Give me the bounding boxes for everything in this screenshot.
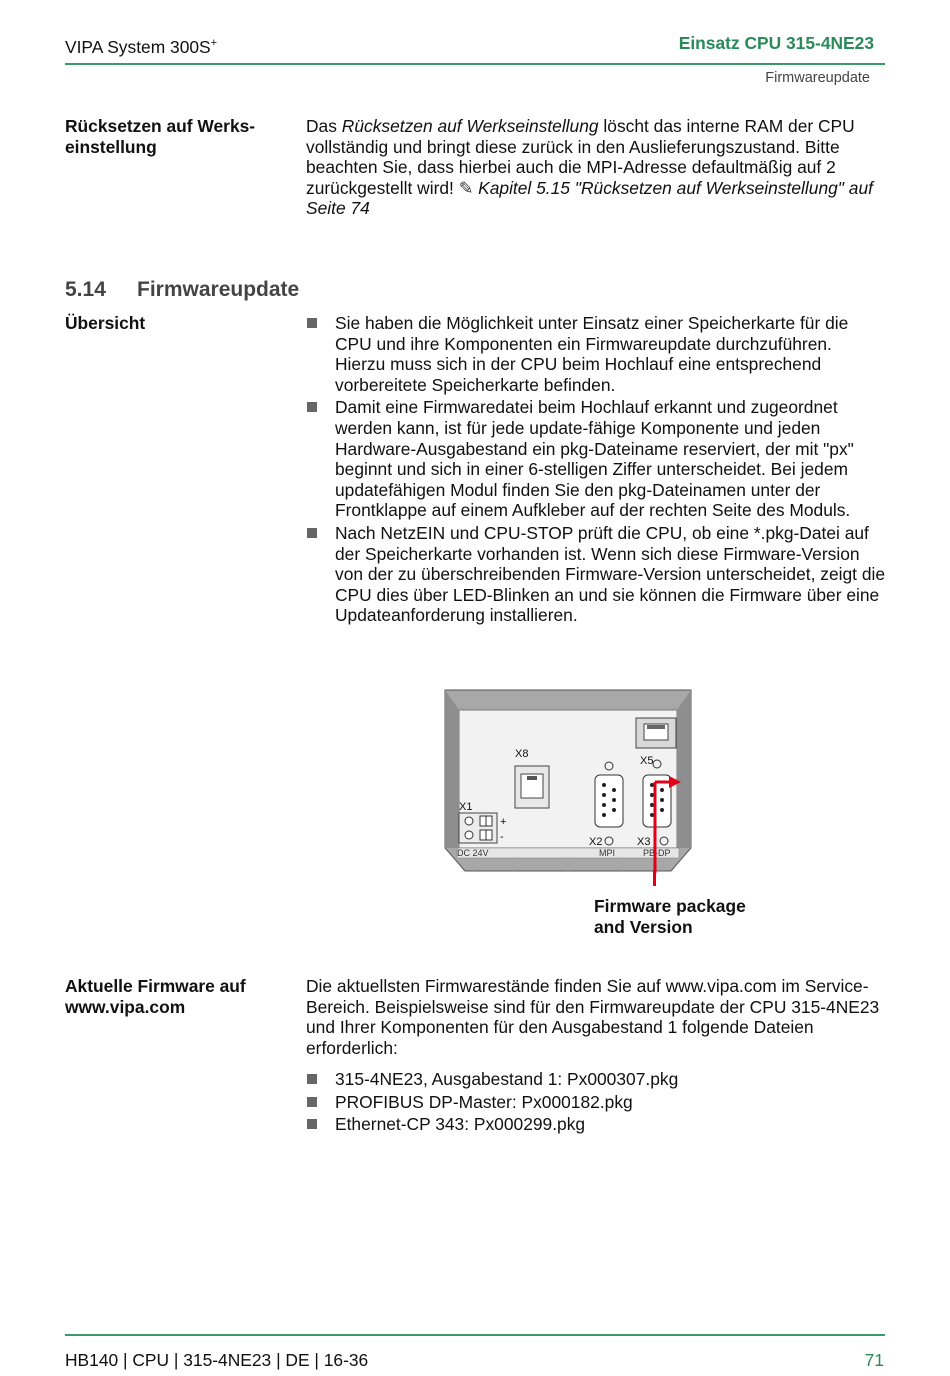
current-side-heading (65, 976, 285, 1017)
square-bullet-icon (307, 402, 317, 412)
current-side-line2: www.vipa.com (65, 996, 186, 1017)
bullet-text: Nach NetzEIN und CPU-STOP prüft die CPU, ob eine *.pkg-Datei auf der Speicherkarte vorhanden ist. Wenn sich diese Firmware-Version von der zu überschreibenden Firmware-Version unterscheidet, zeigt die CPU dies über LED-Blinken an und sie können die Firmware über eine Updateanforderung installieren. (335, 522, 886, 626)
list-item (306, 523, 886, 626)
section-title: Firmwareupdate (137, 278, 300, 301)
square-bullet-icon (307, 1097, 317, 1107)
link-arrow-icon: ✎ (458, 177, 474, 198)
label-x8: X8 (515, 748, 529, 760)
cpu-front-illustration (443, 688, 693, 873)
bullet-text: Damit eine Firmwaredatei beim Hochlauf erkannt und zugeordnet werden kann, ist für jede update-fähige Komponente und jeden Hardware-Ausgabestand ein pkg-Dateiname reserviert, der mit "px" beginnt und sich in einer 6-stelligen Ziffer unterscheidet. Bei jedem updatefähigen Modul finden Sie den pkg-Dateinamen unter der Frontklappe auf einem Aufkleber auf der rechten Seite des Moduls. (335, 397, 854, 521)
reset-text-1: Das (306, 116, 342, 136)
figure-caption (594, 896, 746, 937)
header-title-sup: + (210, 37, 218, 49)
list-item (306, 1114, 886, 1135)
list-item (306, 313, 886, 395)
label-pbdp: PB-DP (643, 848, 671, 858)
reset-text-2: löscht das interne RAM der CPU vollständig und bringt diese zurück in den Auslieferungszustand. Bitte beachten Sie, dass hierbei auch die MPI-Adresse defaultmäßig auf 2 zurückgestellt wird! (306, 116, 855, 198)
list-item (306, 397, 886, 521)
page-number: 71 (864, 1350, 884, 1370)
overview-side-heading: Übersicht (65, 313, 146, 333)
overview-list-container (306, 313, 886, 628)
bullet-text: Ethernet-CP 343: Px000299.pkg (335, 1114, 586, 1135)
square-bullet-icon (307, 318, 317, 328)
header-subtitle: Firmwareupdate (765, 70, 870, 86)
header-left (65, 33, 217, 57)
header-chapter: Einsatz CPU 315-4NE23 (678, 33, 874, 53)
bullet-text: PROFIBUS DP-Master: Px000182.pkg (335, 1091, 633, 1112)
reset-side-heading (65, 116, 285, 157)
square-bullet-icon (307, 1074, 317, 1084)
current-list-container (306, 1069, 886, 1137)
label-x1: X1 (459, 801, 473, 813)
label-x2: X2 (589, 836, 603, 848)
current-bullet-list (306, 1069, 886, 1135)
reset-paragraph (306, 116, 888, 219)
square-bullet-icon (307, 528, 317, 538)
header-rule (65, 63, 885, 65)
square-bullet-icon (307, 1119, 317, 1129)
list-item (306, 1092, 886, 1113)
bullet-text: Sie haben die Möglichkeit unter Einsatz einer Speicherkarte für die CPU und ihre Komponenten ein Firmwareupdate durchzuführen. Hierzu muss sich in der CPU beim Hochlauf eine entsprechend vorbereitete Speicherkarte befinden. (335, 313, 849, 395)
firmware-arrow-tail (653, 870, 656, 886)
current-paragraph: Die aktuellsten Firmwarestände finden Sie auf www.vipa.com im Service-Bereich. Beispielsweise sind für den Firmwareupdate der CPU 315-4NE23 und Ihrer Komponenten für den Ausgabestand 1 folgende Dateien erforderlich: (306, 976, 880, 1058)
footer-doc-id: HB140 | CPU | 315-4NE23 | DE | 16-36 (65, 1350, 369, 1370)
label-minus: - (500, 831, 504, 843)
label-x5: X5 (640, 755, 654, 767)
footer-rule (65, 1334, 885, 1336)
section-number: 5.14 (65, 278, 106, 301)
overview-bullet-list (306, 313, 886, 626)
reset-side-line1: Rücksetzen auf Werks- (65, 116, 256, 136)
current-side-line1: Aktuelle Firmware auf (65, 976, 246, 996)
bullet-text: 315-4NE23, Ausgabestand 1: Px000307.pkg (335, 1069, 679, 1089)
section-heading (65, 280, 299, 301)
header-title: VIPA System 300S (65, 36, 211, 57)
label-plus: + (500, 816, 507, 828)
label-mpi: MPI (599, 848, 616, 858)
reset-side-line2: einstellung (65, 136, 157, 157)
reset-chapter-link[interactable]: Kapitel 5.15 "Rücksetzen auf Werkseinstellung" auf Seite 74 (306, 177, 873, 219)
reset-text-emphasis: Rücksetzen auf Werkseinstellung (341, 116, 599, 136)
caption-line1: Firmware package (594, 896, 746, 916)
list-item (306, 1069, 886, 1090)
label-x3: X3 (637, 836, 651, 848)
label-dc24v: DC 24V (457, 848, 489, 858)
caption-line2: and Version (594, 916, 693, 937)
